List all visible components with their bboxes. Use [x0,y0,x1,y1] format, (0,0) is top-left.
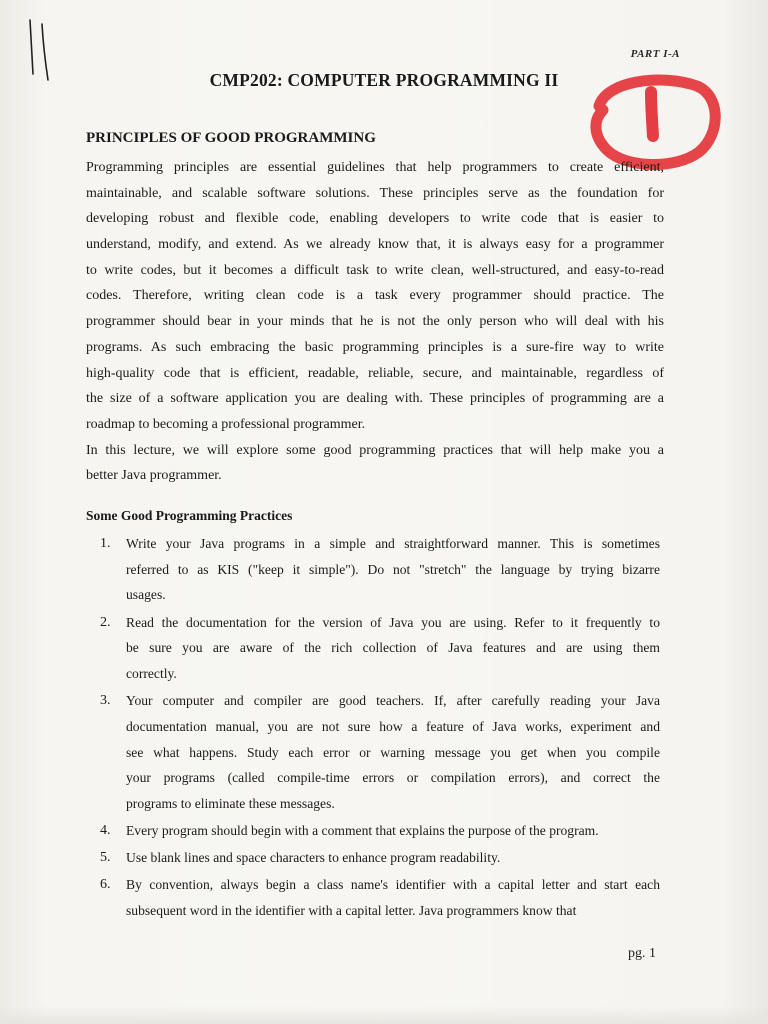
text-line: programs. As such embracing the basic programming principles is a sure-fire way to write [86,339,664,355]
text-line: better Java programmer. [86,468,222,484]
text-line: subsequent word in the identifier with a capital letter. Java programmers know that [126,903,577,919]
text-line: Write your Java programs in a simple and straightforward manner. This is sometimes [126,536,660,551]
text-line: your programs (called compile-time errors or compilation errors), and correct the [126,770,660,786]
text-line: understand, modify, and extend. As we already know that, it is always easy for a programmer [86,237,664,253]
list-item [100,688,660,816]
list-item-number: 3. [100,693,111,709]
section-heading: PRINCIPLES OF GOOD PROGRAMMING [86,130,376,146]
list-item [100,531,660,608]
page-edge-shadow [0,1006,768,1024]
list-item-number: 1. [100,536,111,551]
text-line: By convention, always begin a class name's identifier with a capital letter and start each [126,877,660,893]
text-line: usages. [126,587,166,603]
list-item [100,610,660,687]
course-title: CMP202: COMPUTER PROGRAMMING II [209,70,559,90]
text-line: Use blank lines and space characters to enhance program readability. [126,850,501,866]
text-line: referred to as KIS ("keep it simple"). Do not "stretch" the language by trying bizarre [126,561,660,577]
text-line: roadmap to becoming a professional programmer. [86,416,366,432]
text-line: programs to eliminate these messages. [126,795,335,811]
text-line: programmer should bear in your minds that he is not the only person who will deal with his [86,314,664,330]
text-line: documentation manual, you are not sure how a feature of Java works, experiment and [126,718,660,734]
text-line: Programming principles are essential guidelines that help programmers to create efficient, [86,160,664,175]
text-line: correctly. [126,665,177,681]
intro-paragraph [86,155,664,489]
list-item-number: 2. [100,614,111,630]
text-line: codes. Therefore, writing clean code is a task every programmer should practice. The [86,288,664,304]
list-item-number: 4. [100,823,111,839]
text-line: to write codes, but it becomes a difficult task to write clean, well-structured, and easy-to-read [86,262,664,278]
text-line: the size of a software application you are dealing with. These principles of programming are a [86,391,664,407]
text-line: Read the documentation for the version of Java you are using. Refer to it frequently to [126,614,660,630]
list-item-number: 5. [100,850,111,866]
list-item-number: 6. [100,877,111,893]
practices-heading: Some Good Programming Practices [86,508,293,523]
page-number: pg. 1 [628,946,656,961]
text-line: see what happens. Study each error or warning message you get when you compile [126,744,660,760]
text-line: developing robust and flexible code, enabling developers to write code that is easier to [86,211,664,227]
text-line: Your computer and compiler are good teachers. If, after carefully reading your Java [126,693,660,709]
text-line: Every program should begin with a comment that explains the purpose of the program. [126,823,599,839]
list-item [100,872,660,923]
text-line: maintainable, and scalable software solutions. These principles serve as the foundation for [86,185,664,201]
part-label: PART I-A [630,48,680,60]
text-line: be sure you are aware of the rich collection of Java features and are using them [126,640,660,656]
text-line: In this lecture, we will explore some good programming practices that will help make you a [86,442,664,458]
text-line: high-quality code that is efficient, readable, reliable, secure, and maintainable, regardless of [86,365,664,381]
list-item [100,845,660,871]
list-item [100,818,660,844]
practices-list [100,531,660,925]
